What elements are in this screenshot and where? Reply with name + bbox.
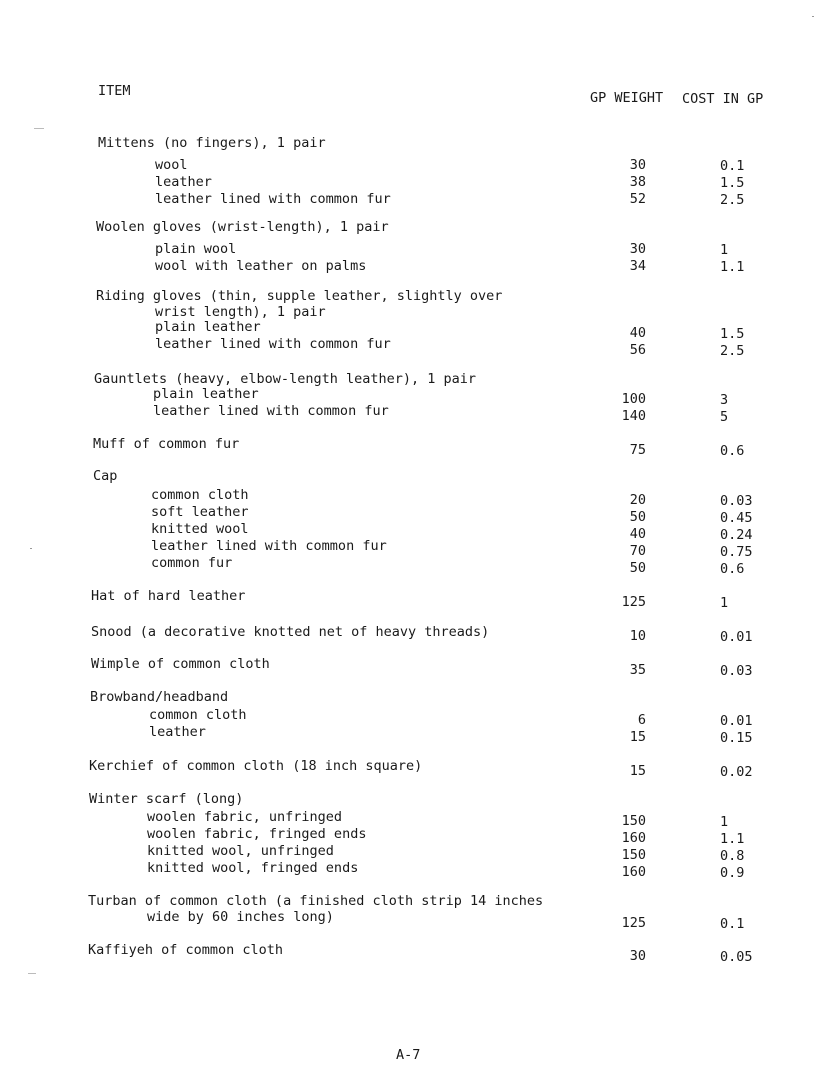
item-variant-label: knitted wool, unfringed bbox=[147, 843, 334, 859]
item-title: Kaffiyeh of common cloth bbox=[88, 942, 284, 958]
item-variant-cost: 0.15 bbox=[720, 730, 753, 746]
item-variant-label: wool with leather on palms bbox=[155, 258, 367, 274]
item-title: Turban of common cloth (a finished cloth strip 14 inches bbox=[88, 893, 544, 909]
item-variant-cost: 0.45 bbox=[720, 510, 753, 526]
item-variant-weight: 20 bbox=[629, 492, 646, 508]
item-variant-cost: 0.01 bbox=[720, 713, 753, 729]
item-variant-label: leather lined with common fur bbox=[153, 403, 389, 419]
item-variant-label: common cloth bbox=[151, 487, 249, 503]
item-variant-cost: 2.5 bbox=[720, 343, 745, 359]
item-variant-cost: 0.8 bbox=[720, 848, 745, 864]
column-header-weight: GP WEIGHT bbox=[590, 90, 664, 106]
item-variant-label: knitted wool, fringed ends bbox=[147, 860, 359, 876]
item-variant-weight: 40 bbox=[629, 325, 646, 341]
item-variant-weight: 50 bbox=[629, 509, 646, 525]
item-weight: 30 bbox=[629, 948, 646, 964]
item-variant-label: knitted wool bbox=[151, 521, 249, 537]
scan-mark bbox=[30, 548, 32, 549]
item-variant-cost: 0.9 bbox=[720, 865, 745, 881]
item-title: Riding gloves (thin, supple leather, slightly over bbox=[96, 288, 503, 304]
item-variant-weight: 40 bbox=[629, 526, 646, 542]
item-variant-cost: 3 bbox=[720, 392, 729, 408]
item-variant-label: common cloth bbox=[149, 707, 247, 723]
item-variant-label: leather bbox=[155, 174, 212, 190]
item-cost: 0.05 bbox=[720, 949, 753, 965]
item-variant-weight: 50 bbox=[629, 560, 646, 576]
item-weight: 35 bbox=[629, 662, 646, 678]
item-variant-weight: 30 bbox=[629, 157, 646, 173]
item-weight: 125 bbox=[621, 594, 646, 610]
item-variant-weight: 150 bbox=[621, 847, 646, 863]
item-variant-weight: 30 bbox=[629, 241, 646, 257]
item-cost: 0.01 bbox=[720, 629, 753, 645]
item-title: Snood (a decorative knotted net of heavy threads) bbox=[91, 624, 490, 640]
item-weight: 15 bbox=[629, 763, 646, 779]
item-variant-weight: 150 bbox=[621, 813, 646, 829]
item-weight: 125 bbox=[621, 915, 646, 931]
item-cost: 0.02 bbox=[720, 764, 753, 780]
item-variant-label: plain leather bbox=[155, 319, 261, 335]
item-cost: 0.6 bbox=[720, 443, 745, 459]
item-cost: 1 bbox=[720, 595, 729, 611]
item-variant-cost: 0.24 bbox=[720, 527, 753, 543]
item-variant-label: plain leather bbox=[153, 386, 259, 402]
item-variant-cost: 0.1 bbox=[720, 158, 745, 174]
item-variant-cost: 1.5 bbox=[720, 326, 745, 342]
item-variant-cost: 1.5 bbox=[720, 175, 745, 191]
column-header-item: ITEM bbox=[98, 83, 131, 99]
item-variant-cost: 1.1 bbox=[720, 831, 745, 847]
item-title: Cap bbox=[93, 468, 118, 484]
item-cost: 0.1 bbox=[720, 916, 745, 932]
item-variant-cost: 1 bbox=[720, 242, 729, 258]
item-variant-label: leather bbox=[149, 724, 206, 740]
item-title: Muff of common fur bbox=[93, 436, 240, 452]
item-variant-weight: 6 bbox=[637, 712, 646, 728]
item-variant-cost: 1 bbox=[720, 814, 729, 830]
item-variant-cost: 0.75 bbox=[720, 544, 753, 560]
item-variant-weight: 160 bbox=[621, 830, 646, 846]
item-title: wrist length), 1 pair bbox=[155, 304, 326, 320]
item-variant-weight: 38 bbox=[629, 174, 646, 190]
item-variant-weight: 15 bbox=[629, 729, 646, 745]
item-weight: 75 bbox=[629, 442, 646, 458]
item-variant-weight: 56 bbox=[629, 342, 646, 358]
item-variant-weight: 34 bbox=[629, 258, 646, 274]
scan-mark bbox=[812, 16, 814, 17]
item-variant-weight: 100 bbox=[621, 391, 646, 407]
item-variant-label: woolen fabric, unfringed bbox=[147, 809, 343, 825]
item-title: Woolen gloves (wrist-length), 1 pair bbox=[96, 219, 389, 235]
item-variant-cost: 0.6 bbox=[720, 561, 745, 577]
item-title: wide by 60 inches long) bbox=[147, 909, 334, 925]
item-title: Wimple of common cloth bbox=[91, 656, 270, 672]
item-variant-label: leather lined with common fur bbox=[155, 191, 391, 207]
scan-mark bbox=[28, 973, 36, 974]
item-variant-label: leather lined with common fur bbox=[151, 538, 387, 554]
item-title: Gauntlets (heavy, elbow-length leather), 1 pair bbox=[94, 371, 477, 387]
item-variant-weight: 70 bbox=[629, 543, 646, 559]
item-variant-cost: 0.03 bbox=[720, 493, 753, 509]
item-variant-cost: 5 bbox=[720, 409, 729, 425]
item-variant-weight: 52 bbox=[629, 191, 646, 207]
item-cost: 0.03 bbox=[720, 663, 753, 679]
item-variant-weight: 140 bbox=[621, 408, 646, 424]
item-variant-label: plain wool bbox=[155, 241, 237, 257]
item-weight: 10 bbox=[629, 628, 646, 644]
item-variant-label: leather lined with common fur bbox=[155, 336, 391, 352]
item-title: Kerchief of common cloth (18 inch square) bbox=[89, 758, 423, 774]
column-header-cost: COST IN GP bbox=[682, 91, 764, 107]
item-variant-label: wool bbox=[155, 157, 188, 173]
item-title: Browband/headband bbox=[90, 689, 229, 705]
item-variant-label: woolen fabric, fringed ends bbox=[147, 826, 367, 842]
item-title: Hat of hard leather bbox=[91, 588, 246, 604]
item-variant-cost: 2.5 bbox=[720, 192, 745, 208]
item-variant-label: common fur bbox=[151, 555, 233, 571]
item-title: Mittens (no fingers), 1 pair bbox=[98, 135, 326, 151]
item-variant-weight: 160 bbox=[621, 864, 646, 880]
item-title: Winter scarf (long) bbox=[89, 791, 244, 807]
scan-mark bbox=[34, 128, 44, 129]
page-number: A-7 bbox=[396, 1047, 421, 1063]
item-variant-label: soft leather bbox=[151, 504, 249, 520]
item-variant-cost: 1.1 bbox=[720, 259, 745, 275]
